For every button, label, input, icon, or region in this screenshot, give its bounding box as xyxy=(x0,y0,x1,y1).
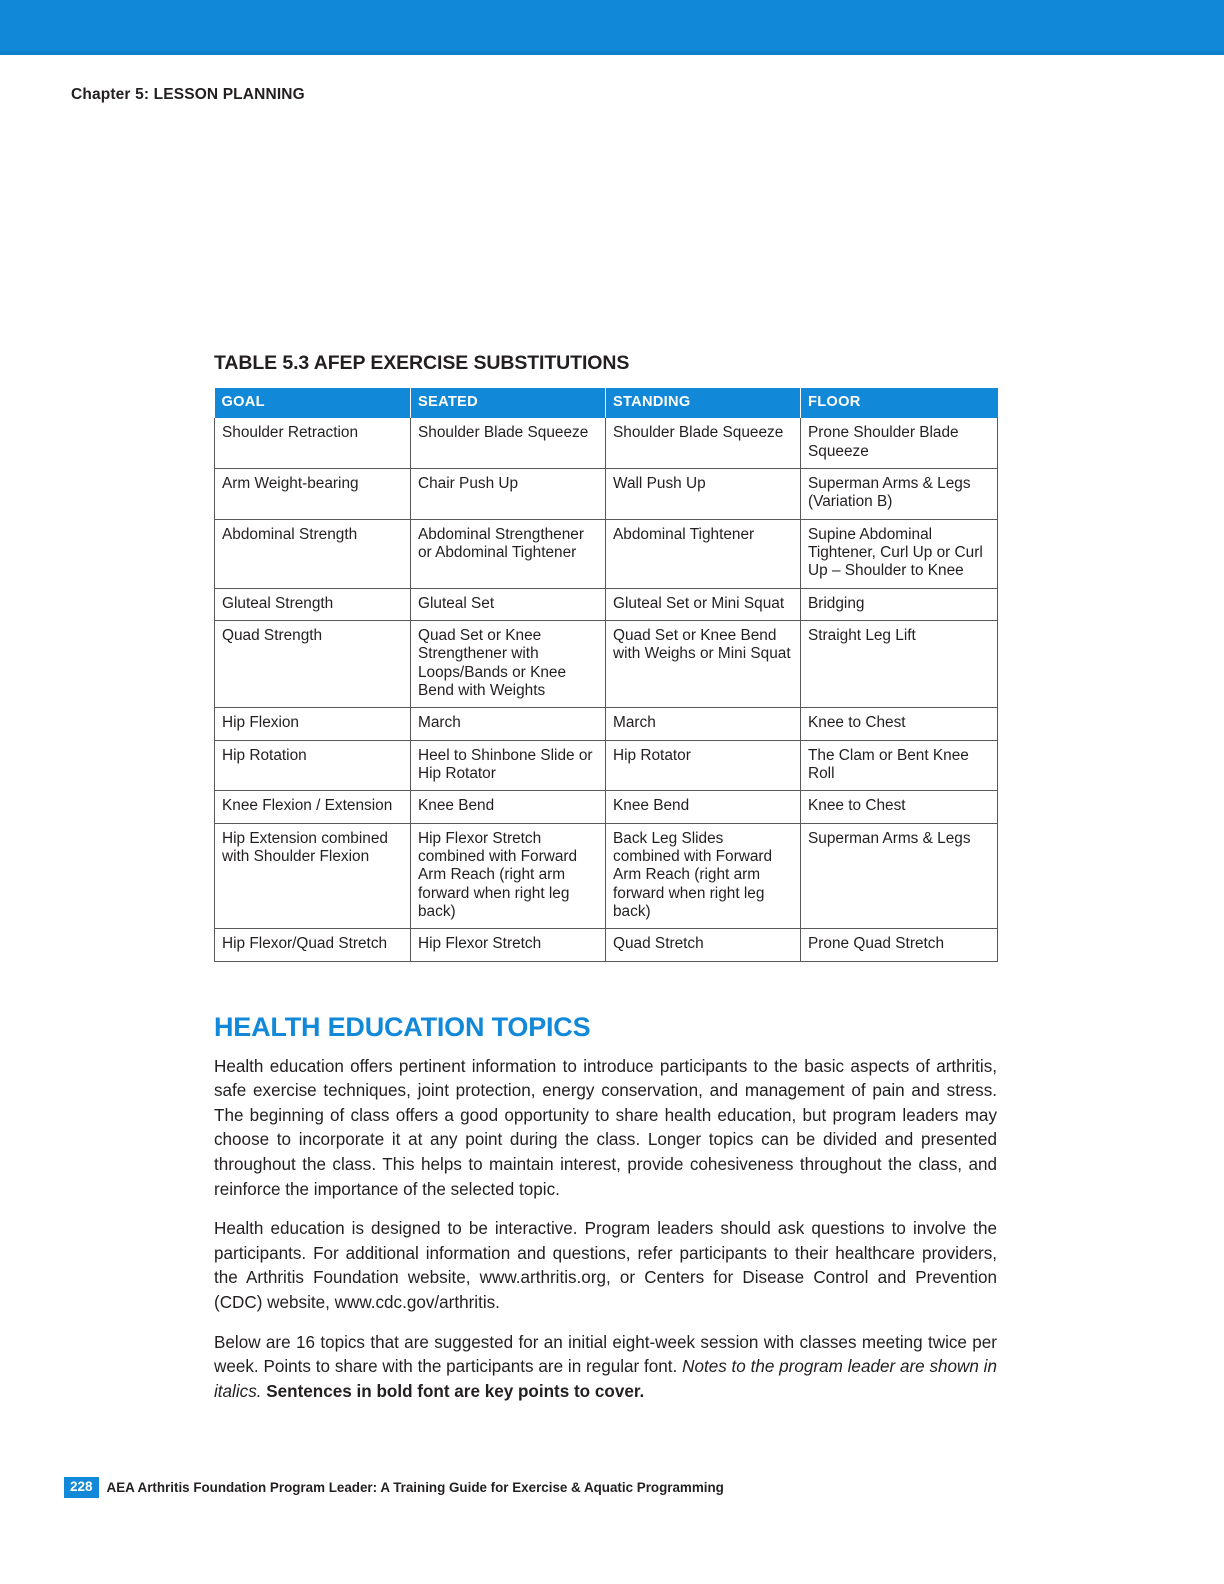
cell-seated: Gluteal Set xyxy=(411,588,606,620)
cell-standing: Back Leg Slides combined with Forward Arm Reach (right arm forward when right leg back) xyxy=(606,823,801,929)
table-row xyxy=(215,740,998,791)
table-row xyxy=(215,588,998,620)
cell-floor: Supine Abdominal Tightener, Curl Up or Curl Up – Shoulder to Knee xyxy=(801,519,998,588)
footer-title: AEA Arthritis Foundation Program Leader: A Training Guide for Exercise & Aquatic Programming xyxy=(106,1479,724,1495)
cell-goal: Quad Strength xyxy=(215,620,411,707)
cell-standing: Hip Rotator xyxy=(606,740,801,791)
cell-seated: Abdominal Strengthener or Abdominal Tightener xyxy=(411,519,606,588)
cell-standing: Knee Bend xyxy=(606,791,801,823)
cell-standing: Gluteal Set or Mini Squat xyxy=(606,588,801,620)
table-header xyxy=(215,388,998,418)
cell-goal: Knee Flexion / Extension xyxy=(215,791,411,823)
cell-seated: Chair Push Up xyxy=(411,469,606,520)
cell-floor: Bridging xyxy=(801,588,998,620)
cell-seated: Heel to Shinbone Slide or Hip Rotator xyxy=(411,740,606,791)
cell-goal: Hip Extension combined with Shoulder Flexion xyxy=(215,823,411,929)
column-header-seated: SEATED xyxy=(411,388,606,418)
table-title: TABLE 5.3 AFEP EXERCISE SUBSTITUTIONS xyxy=(214,352,630,374)
cell-standing: March xyxy=(606,708,801,740)
afep-exercise-substitutions-table xyxy=(214,388,998,962)
cell-standing: Quad Set or Knee Bend with Weighs or Mini Squat xyxy=(606,620,801,707)
table-row xyxy=(215,791,998,823)
topics-note-italic: Notes to the program leader are shown in italics. xyxy=(214,1357,997,1401)
page-content xyxy=(214,352,997,1405)
cell-goal: Shoulder Retraction xyxy=(215,418,411,468)
cell-standing: Shoulder Blade Squeeze xyxy=(606,418,801,468)
cell-goal: Abdominal Strength xyxy=(215,519,411,588)
chapter-label: Chapter 5: LESSON PLANNING xyxy=(71,86,305,103)
table-row xyxy=(215,418,998,468)
column-header-floor: FLOOR xyxy=(801,388,998,418)
table-header-row xyxy=(215,388,998,418)
cell-standing: Abdominal Tightener xyxy=(606,519,801,588)
cell-floor: Straight Leg Lift xyxy=(801,620,998,707)
cell-seated: Knee Bend xyxy=(411,791,606,823)
page-footer xyxy=(64,1477,724,1498)
cell-floor: Knee to Chest xyxy=(801,791,998,823)
column-header-goal: GOAL xyxy=(215,388,411,418)
page-number-badge: 228 xyxy=(64,1477,99,1498)
table-row xyxy=(215,620,998,707)
cell-seated: Hip Flexor Stretch xyxy=(411,929,606,961)
cell-standing: Wall Push Up xyxy=(606,469,801,520)
topics-note-regular: Below are 16 topics that are suggested for an initial eight-week session with classes meeting twice per week. Points to share with the participants are in regular font. xyxy=(214,1332,997,1377)
paragraph-health-education-intro: Health education offers pertinent information to introduce participants to the basic aspects of arthritis, safe exercise techniques, joint protection, energy conservation, and management of pain and stress. The beginning of class offers a good opportunity to share health education, but program leaders may choose to incorporate it at any point during the class. Longer topics can be divided and presented throughout the class. This helps to maintain interest, provide cohesiveness throughout the class, and reinforce the importance of the selected topic. xyxy=(214,1056,997,1199)
cell-seated: Shoulder Blade Squeeze xyxy=(411,418,606,468)
cell-standing: Quad Stretch xyxy=(606,929,801,961)
top-banner-edge xyxy=(0,51,1224,55)
cell-floor: Prone Shoulder Blade Squeeze xyxy=(801,418,998,468)
cell-goal: Arm Weight-bearing xyxy=(215,469,411,520)
cell-goal: Hip Flexion xyxy=(215,708,411,740)
table-body xyxy=(215,418,998,961)
section-heading-health-education-topics: HEALTH EDUCATION TOPICS xyxy=(214,1011,591,1042)
cell-seated: Hip Flexor Stretch combined with Forward Arm Reach (right arm forward when right leg back) xyxy=(411,823,606,929)
cell-goal: Gluteal Strength xyxy=(215,588,411,620)
table-row xyxy=(215,823,998,929)
cell-floor: Superman Arms & Legs (Variation B) xyxy=(801,469,998,520)
cell-floor: The Clam or Bent Knee Roll xyxy=(801,740,998,791)
cell-floor: Prone Quad Stretch xyxy=(801,929,998,961)
table-row xyxy=(215,469,998,520)
top-banner xyxy=(0,0,1224,51)
table-row xyxy=(215,708,998,740)
column-header-standing: STANDING xyxy=(606,388,801,418)
table-row xyxy=(215,519,998,588)
cell-seated: Quad Set or Knee Strengthener with Loops/Bands or Knee Bend with Weights xyxy=(411,620,606,707)
cell-floor: Superman Arms & Legs xyxy=(801,823,998,929)
table-row xyxy=(215,929,998,961)
cell-seated: March xyxy=(411,708,606,740)
paragraph-health-education-interactive: Health education is designed to be interactive. Program leaders should ask questions to involve the participants. For additional information and questions, refer participants to their healthcare providers, the Arthritis Foundation website, www.arthritis.org, or Centers for Disease Control and Prevention (CDC) website, www.cdc.gov/arthritis. xyxy=(214,1219,997,1313)
cell-goal: Hip Rotation xyxy=(215,740,411,791)
cell-floor: Knee to Chest xyxy=(801,708,998,740)
cell-goal: Hip Flexor/Quad Stretch xyxy=(215,929,411,961)
paragraph-topics-formatting-note xyxy=(214,1331,997,1405)
topics-note-bold: Sentences in bold font are key points to cover. xyxy=(261,1381,645,1401)
